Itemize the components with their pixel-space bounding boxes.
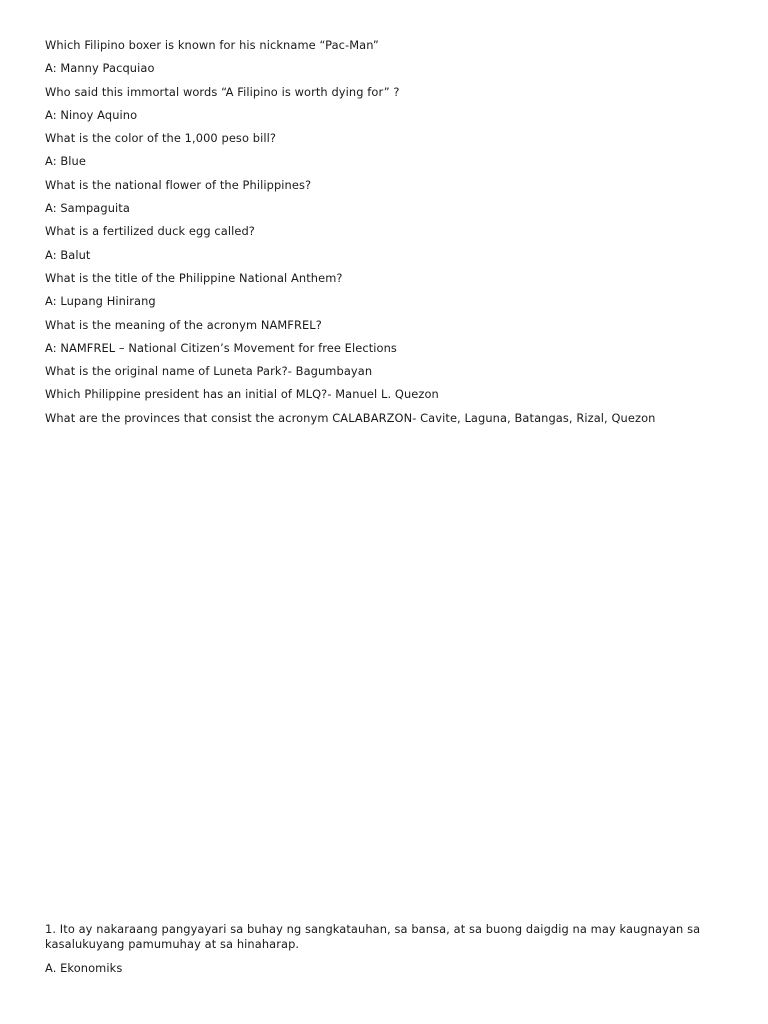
qa-list <box>45 38 745 434</box>
question-answer-line: Which Philippine president has an initial of MLQ?- Manuel L. Quezon <box>45 387 439 402</box>
question-answer-line: What is the original name of Luneta Park?- Bagumbayan <box>45 364 373 379</box>
answer-line: A: Ninoy Aquino <box>45 107 138 122</box>
tagalog-question-text: 1. Ito ay nakaraang pangyayari sa buhay ng sangkatauhan, sa bansa, at sa buong daigdig na may kaugnayan sa kasalukuyang pamumuhay at sa hinaharap. <box>45 922 701 951</box>
question-line: What is a fertilized duck egg called? <box>45 224 255 239</box>
question-line: What is the national flower of the Philippines? <box>45 177 312 192</box>
answer-line: A: Sampaguita <box>45 201 130 216</box>
choice-a: A. Ekonomiks <box>45 961 123 975</box>
answer-line: A: NAMFREL – National Citizen’s Movement for free Elections <box>45 340 397 355</box>
question-line: Who said this immortal words “A Filipino is worth dying for” ? <box>45 84 400 99</box>
question-line: What is the meaning of the acronym NAMFREL? <box>45 317 322 332</box>
question-answer-line: What are the provinces that consist the acronym CALABARZON- Cavite, Laguna, Batangas, Rizal, Quezon <box>45 410 656 425</box>
answer-line: A: Manny Pacquiao <box>45 61 155 76</box>
answer-line: A: Blue <box>45 154 86 169</box>
question-line: Which Filipino boxer is known for his nickname “Pac-Man” <box>45 38 379 52</box>
question-line: What is the title of the Philippine National Anthem? <box>45 270 343 285</box>
question-line: What is the color of the 1,000 peso bill? <box>45 131 277 146</box>
tagalog-question-block <box>45 922 725 976</box>
answer-line: A: Balut <box>45 247 91 262</box>
answer-line: A: Lupang Hinirang <box>45 294 156 309</box>
